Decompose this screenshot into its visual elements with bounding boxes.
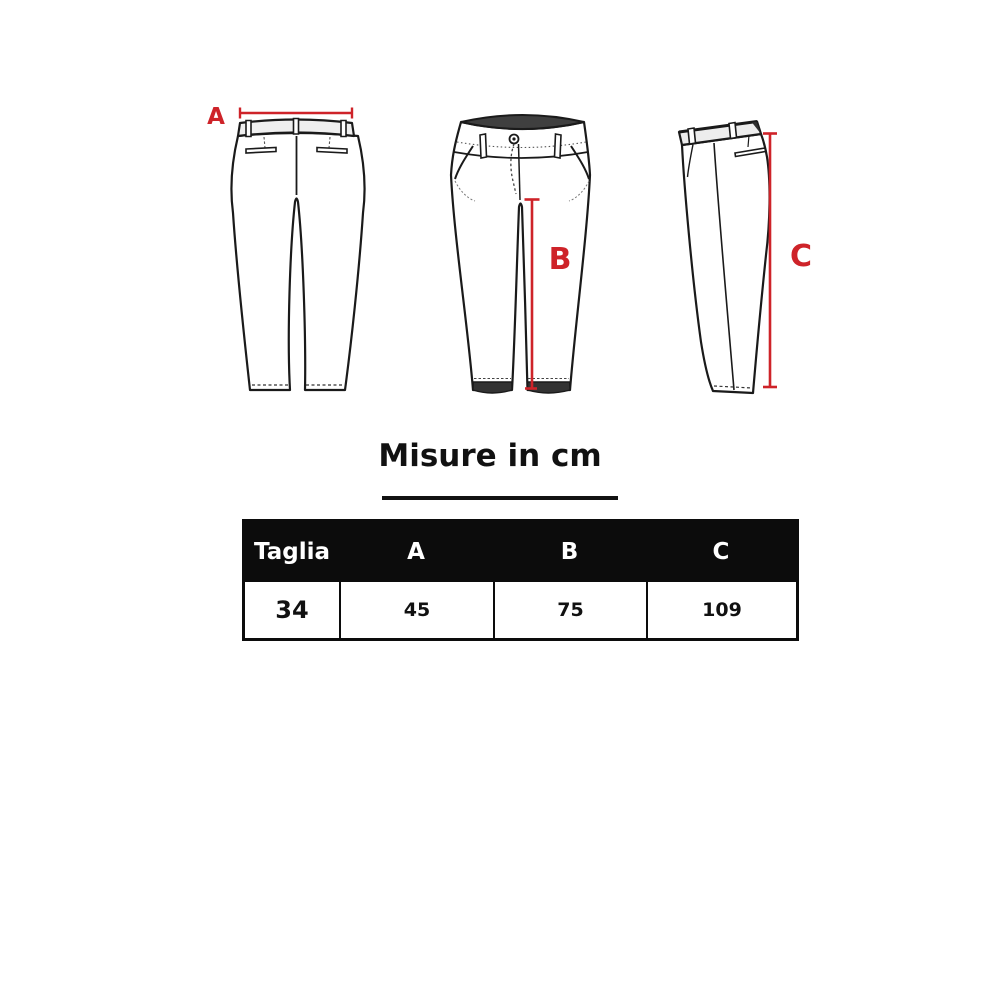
waist-button-dot bbox=[512, 137, 515, 140]
pants-front-view-drawing bbox=[430, 95, 610, 405]
size-table bbox=[242, 519, 799, 641]
pants-back-outline bbox=[231, 133, 364, 390]
back-pocket-left bbox=[246, 148, 276, 154]
back-pocket-right bbox=[317, 148, 347, 154]
marker-c-label: C bbox=[789, 239, 813, 274]
pants-side-outline bbox=[682, 134, 770, 393]
marker-b-label: B bbox=[548, 242, 572, 277]
title-underline bbox=[382, 496, 618, 500]
header-cell-taglia: Taglia bbox=[254, 539, 330, 565]
pants-back-view-drawing bbox=[200, 95, 370, 405]
header-cell-b: B bbox=[560, 539, 579, 565]
cell-b-value: 75 bbox=[493, 582, 646, 638]
header-cell-c: C bbox=[712, 539, 730, 565]
size-table-data-row bbox=[245, 582, 796, 638]
section-title: Misure in cm bbox=[378, 438, 602, 474]
dimension-arrow-a bbox=[240, 108, 352, 119]
size-table-header-row bbox=[245, 522, 796, 582]
front-hem-left bbox=[473, 382, 512, 393]
marker-a-label: A bbox=[207, 104, 225, 130]
header-cell-a: A bbox=[407, 539, 425, 565]
cell-c-value: 109 bbox=[646, 582, 796, 638]
cell-taglia-value: 34 bbox=[275, 596, 309, 624]
pants-side-view-drawing bbox=[660, 95, 830, 405]
cell-a-value: 45 bbox=[339, 582, 493, 638]
